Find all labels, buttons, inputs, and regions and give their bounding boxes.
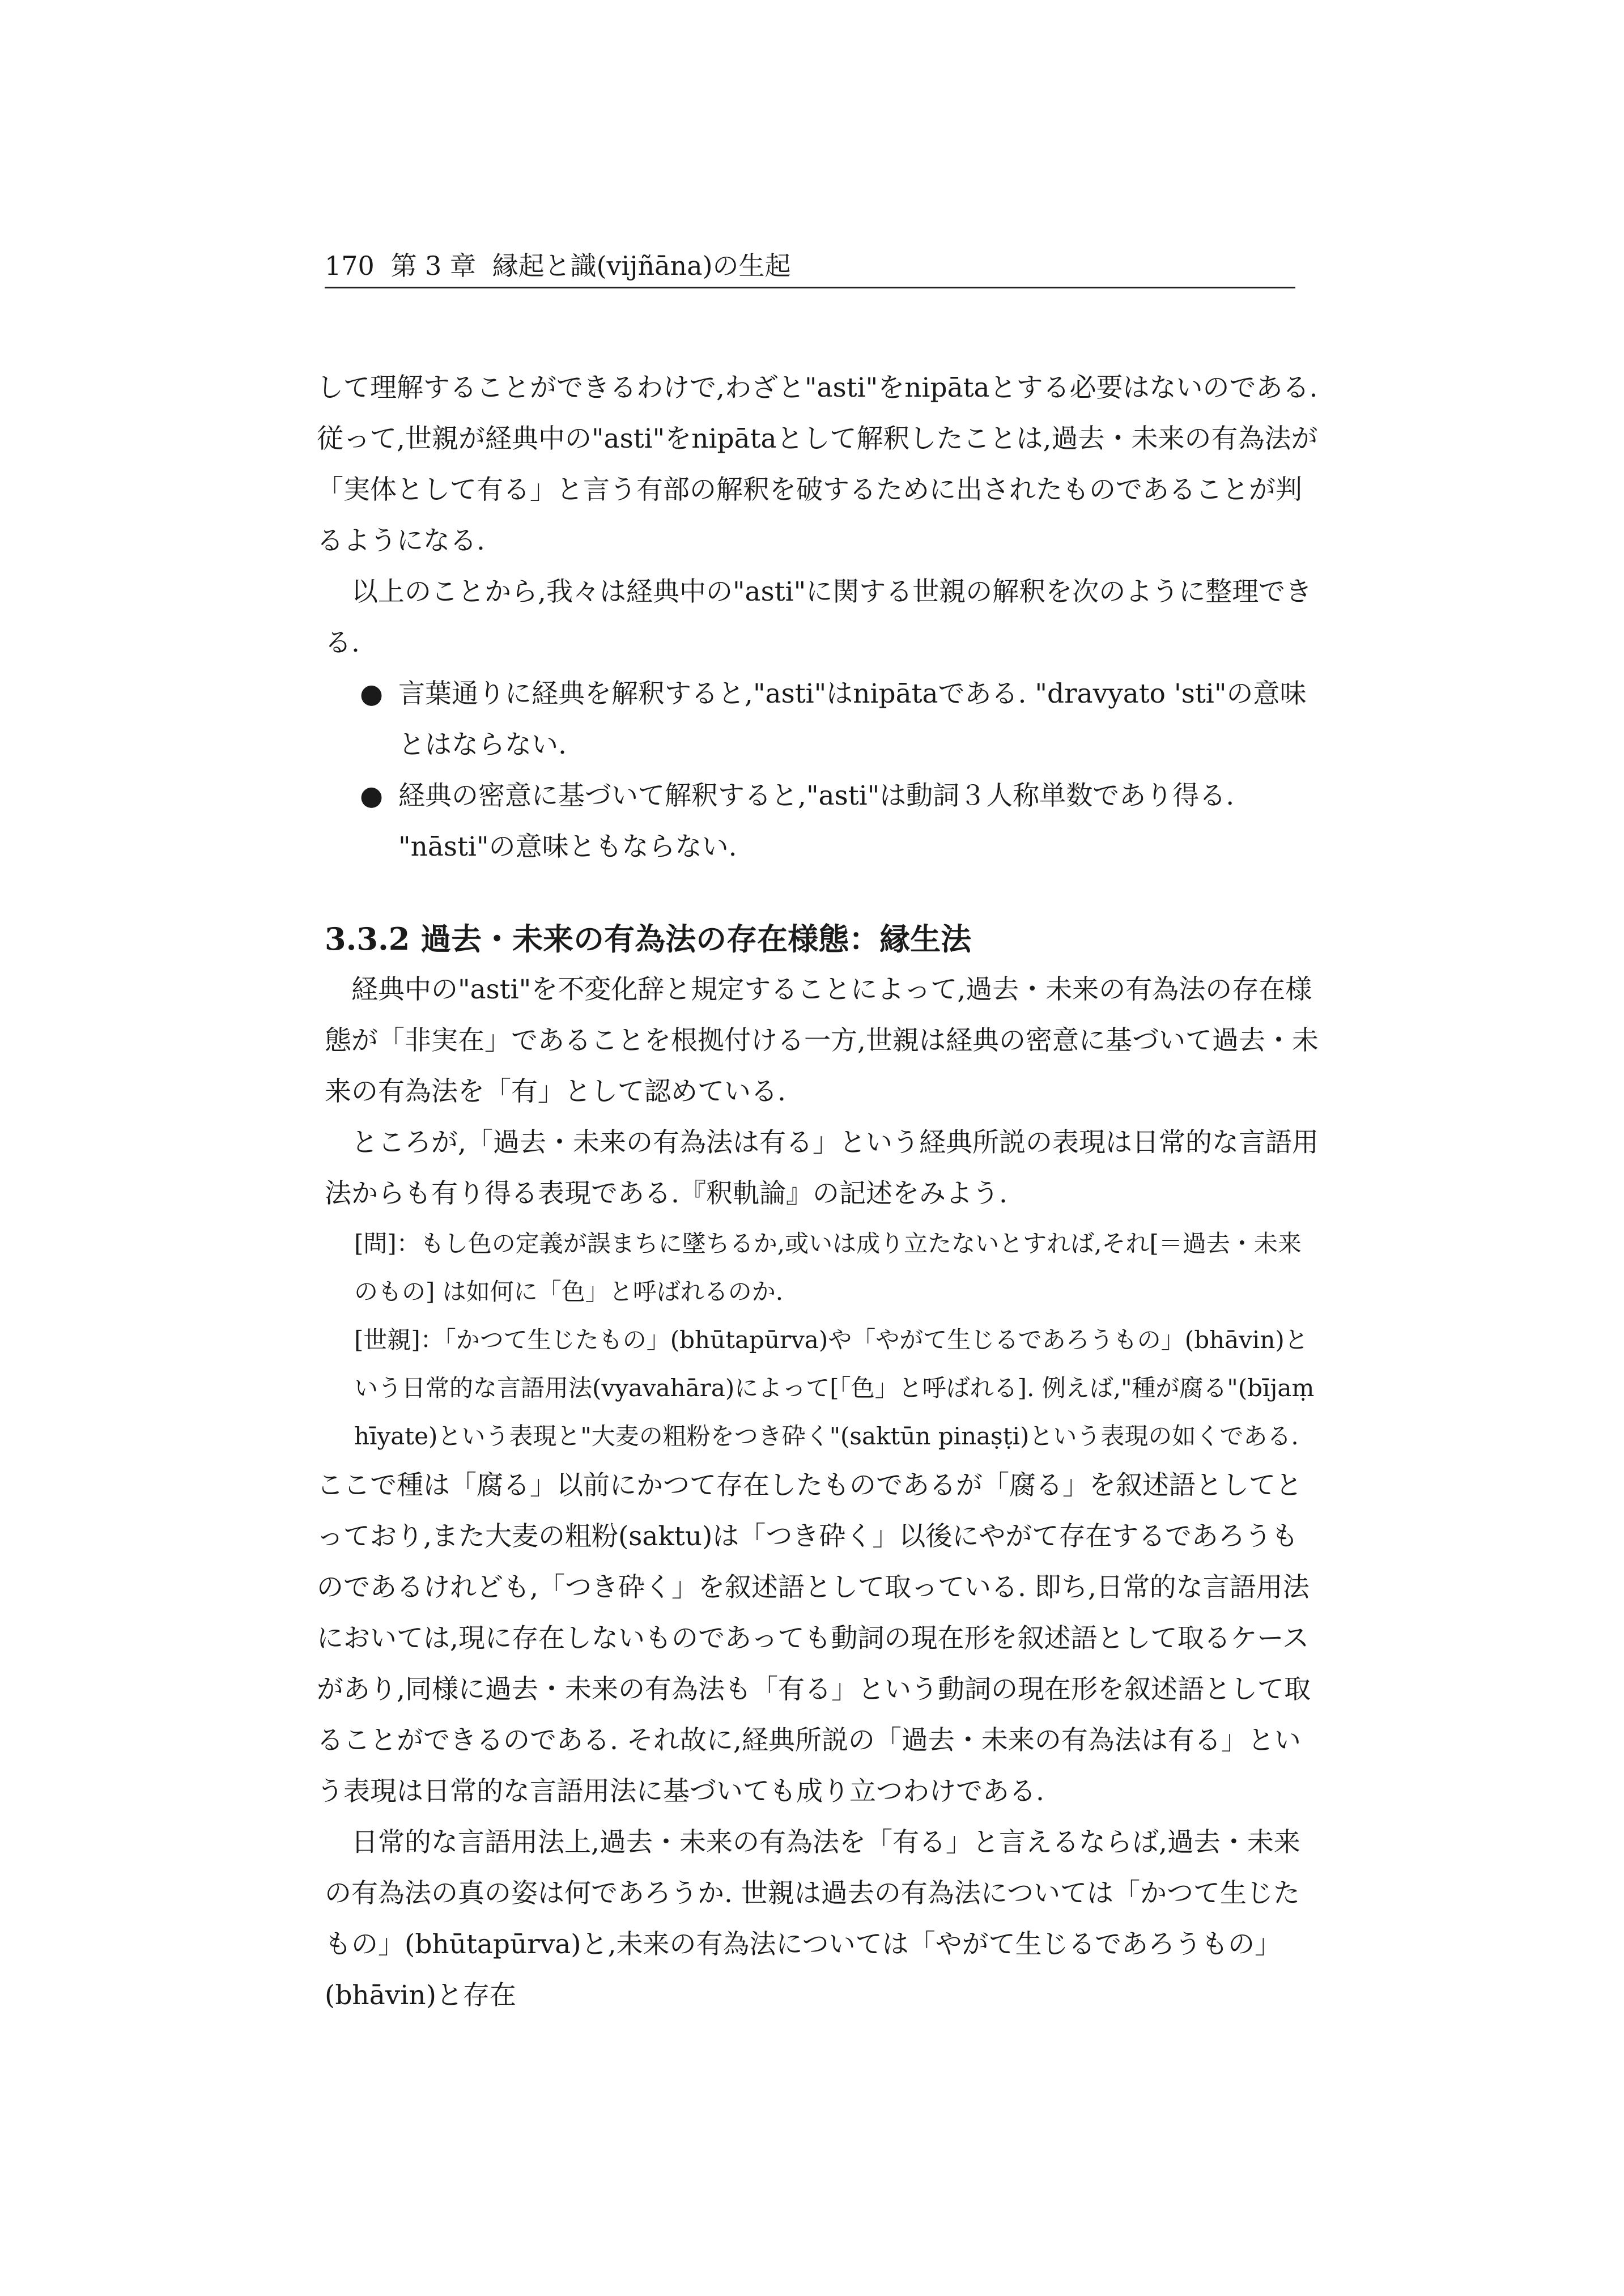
section-heading: 3.3.2 過去・未来の有為法の存在様態：縁生法 — [325, 921, 972, 957]
chapter-title: 縁起と識(vijñāna)の生起 — [492, 250, 791, 281]
bullet-icon: ● — [360, 678, 384, 709]
bullet-icon: ● — [360, 780, 384, 811]
paragraph-2: 以上のことから,我々は経典中の"asti"に関する世親の解釈を次のように整理できる. — [325, 576, 1312, 658]
body-text — [317, 363, 1322, 2021]
paragraph-3: 経典中の"asti"を不変化辞と規定することによって,過去・未来の有為法の存在様態が「非実在」であることを根拠付ける一方,世親は経典の密意に基づいて過去・未来の有為法を「有」として認めている. — [325, 974, 1319, 1107]
list-item — [325, 669, 1322, 771]
quote-question: [問]：もし色の定義が誤まちに墜ちるか,或いは成り立たないとすれば,それ[＝過去・未来のもの] は如何に「色」と呼ばれるのか. — [354, 1230, 1302, 1306]
paragraph-4: ところが,「過去・未来の有為法は有る」という経典所説の表現は日常的な言語用法からも有り得る表現である.『釈軌論』の記述をみよう. — [325, 1127, 1319, 1209]
running-header — [325, 247, 1295, 288]
paragraph-6: 日常的な言語用法上,過去・未来の有為法を「有る」と言えるならば,過去・未来の有為法の真の姿は何であろうか. 世親は過去の有為法については「かつて生じたもの」(bhūtapūrva)と,未来の有為法については「やがて生じるであろうもの」(bhāvin)と存在 — [325, 1827, 1300, 2011]
paragraph-5: ここで種は「腐る」以前にかつて存在したものであるが「腐る」を叙述語としてとっており,また大麦の粗粉(saktu)は「つき砕く」以後にやがて存在するであろうものであるけれども,「つき砕く」を叙述語として取っている. 即ち,日常的な言語用法においては,現に存在しないものであっても動詞の現在形を叙述語として取るケースがあり,同様に過去・未来の有為法も「有る」という動詞の現在形を叙述語として取ることができるのである. それ故に,経典所説の「過去・未来の有為法は有る」という表現は日常的な言語用法に基づいても成り立つわけである. — [317, 1470, 1311, 1807]
chapter-number: 第 3 章 — [390, 250, 476, 281]
quote-answer: [世親]：「かつて生じたもの」(bhūtapūrva)や「やがて生じるであろうもの」(bhāvin)という日常的な言語用法(vyavahāra)によって[「色」と呼ばれる]. 例えば,"種が腐る"(bījaṃ hīyate)という表現と"大麦の粗粉をつき砕く"(saktūn pinaṣṭi)という表現の如くである. — [354, 1326, 1315, 1450]
block-quote — [325, 1219, 1322, 1460]
list-item-text: 言葉通りに経典を解釈すると,"asti"はnipātaである. "dravyato 'sti"の意味とはならない. — [398, 678, 1307, 760]
bullet-list — [325, 669, 1322, 873]
list-item — [325, 771, 1322, 873]
page-number: 170 — [325, 250, 375, 281]
list-item-text: 経典の密意に基づいて解釈すると,"asti"は動詞３人称単数であり得る. "nāsti"の意味ともならない. — [398, 780, 1235, 862]
paragraph-1: して理解することができるわけで,わざと"asti"をnipātaとする必要はないのである.従って,世親が経典中の"asti"をnipātaとして解釈したことは,過去・未来の有為法が「実体として有る」と言う有部の解釈を破するために出されたものであることが判るようになる. — [317, 372, 1318, 556]
